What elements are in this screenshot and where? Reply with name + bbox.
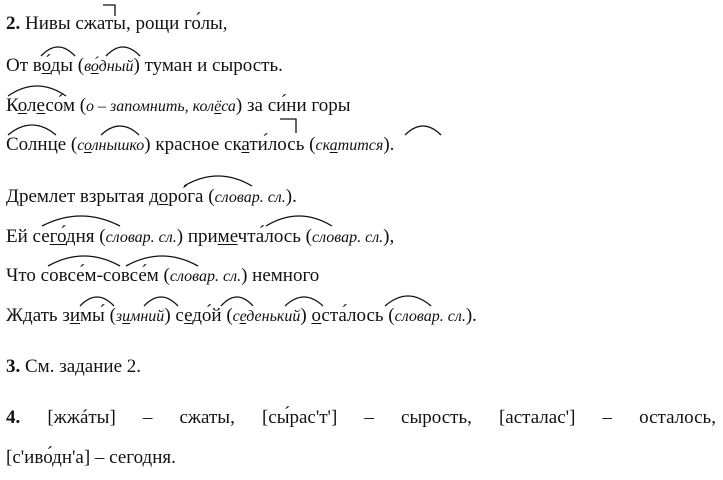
task-2-number: 2.: [6, 13, 21, 34]
poem-line-3: Колесо́м (о – запомнить, колёса) за си́ни горы: [6, 95, 351, 116]
task-3-text: См. задание 2.: [25, 356, 142, 377]
poem-line-2: От во́ды (во́дный) туман и сырость.: [6, 55, 283, 76]
task-4-line-2: [с'иво́дн'а] – сегодня.: [6, 447, 176, 468]
poem-line-4: Солнце (солнышко) красное скати́лось (скатится).: [6, 134, 395, 155]
poem-line-8: Ждать зимы́ (зимний) седо́й (седенький) оста́лось (словар. сл.).: [6, 305, 477, 326]
task-4-word: сырость,: [401, 407, 472, 428]
task-4-line-1: [6, 406, 716, 430]
poem-line-7: Что совсе́м-совсе́м (словар. сл.) немного: [6, 265, 320, 286]
poem-line-1-text: Нивы сжаты, рощи го́лы,: [25, 13, 228, 34]
poem-line-1: [6, 12, 228, 36]
task-4-word: сжаты,: [179, 407, 235, 428]
task-4-number: 4.: [6, 407, 21, 428]
task-4-word: осталось,: [639, 407, 716, 428]
document-page: [6, 0, 718, 480]
task-3: [6, 355, 141, 379]
task-3-number: 3.: [6, 356, 21, 377]
poem-line-5: Дремлет взрытая доро́га (словар. сл.).: [6, 186, 297, 207]
task-4-word: –: [602, 407, 613, 428]
task-4-word: –: [142, 407, 153, 428]
task-4-word: [асталас']: [498, 407, 576, 428]
root-arc-icon: [403, 119, 443, 137]
task-4-word: –: [364, 407, 374, 428]
task-4-word: [жжáты]: [47, 407, 116, 428]
task-4-word: [сы́рас'т']: [261, 407, 338, 428]
poem-line-6: Ей сего́дня (словар. сл.) примечта́лось (словар. сл.),: [6, 226, 395, 247]
